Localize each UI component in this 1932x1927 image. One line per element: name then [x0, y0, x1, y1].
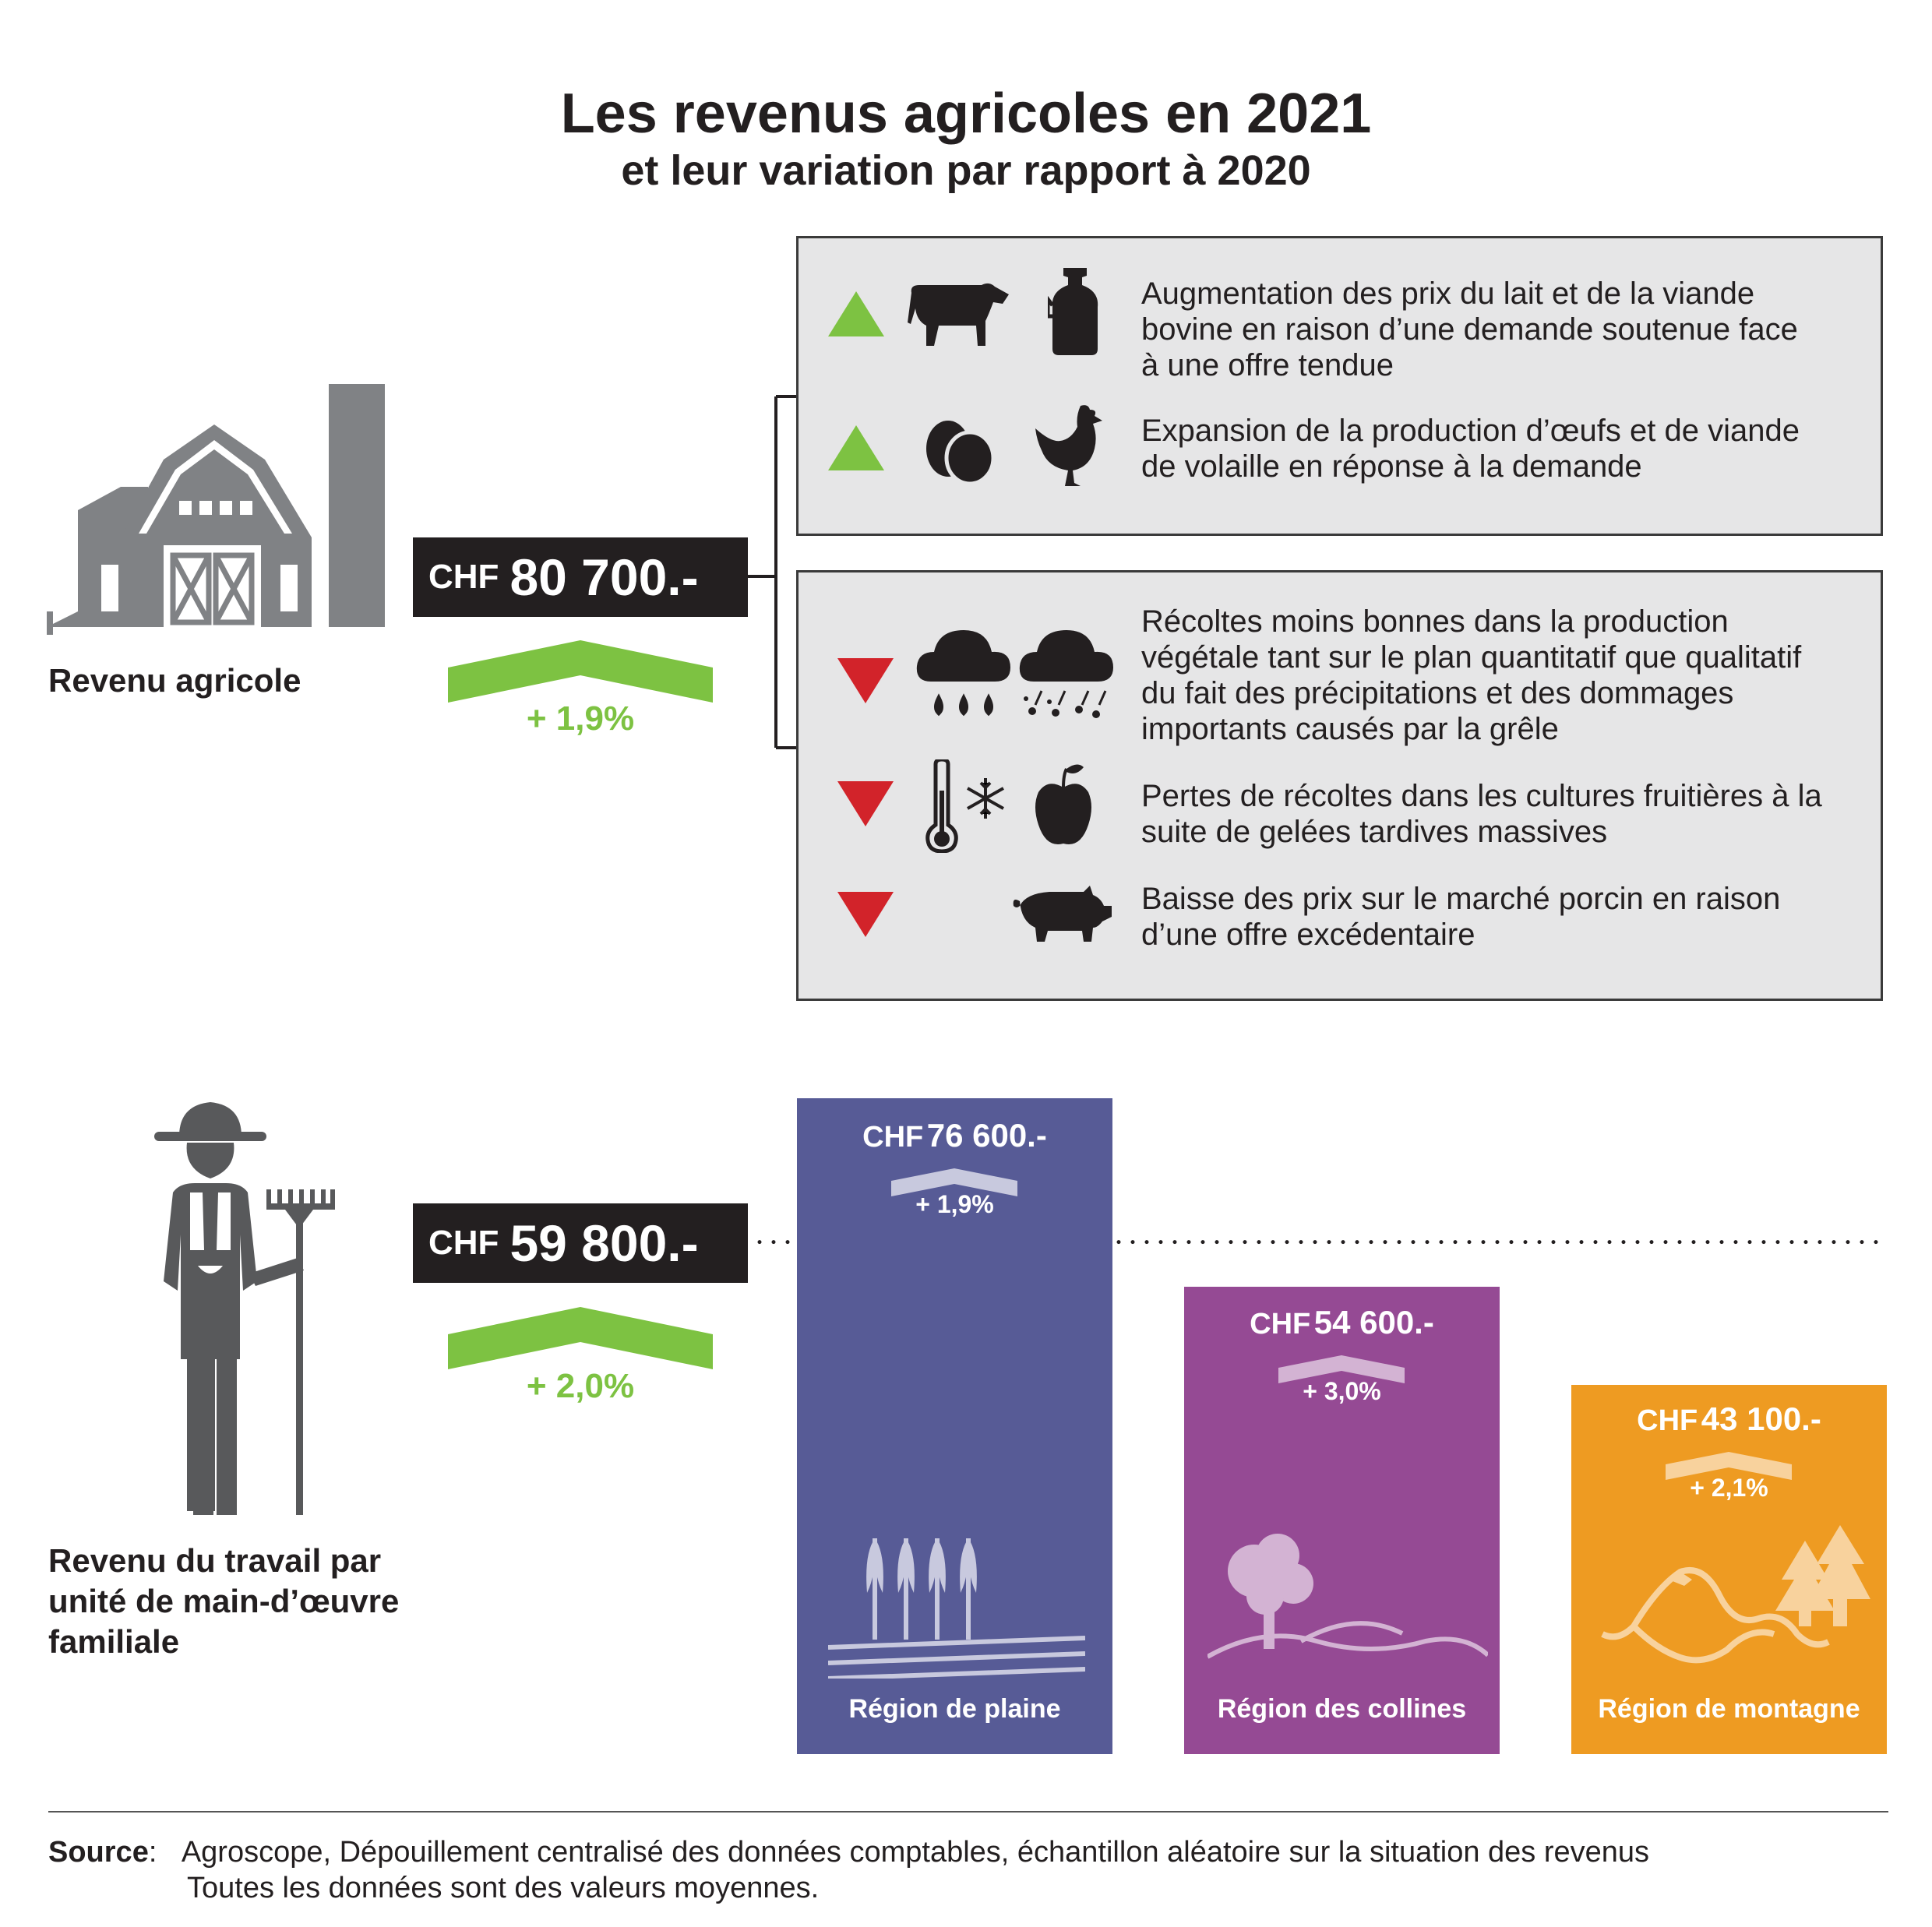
up-triangle-icon: [828, 425, 884, 470]
bar-region-montagne: [1571, 1385, 1887, 1754]
bar-change-label: + 1,9%: [915, 1190, 994, 1218]
source-divider: [48, 1811, 1888, 1813]
bar-value-label: [1184, 1304, 1500, 1341]
factor-text-fruit: [1141, 778, 1822, 850]
page-subtitle: et leur variation par rapport à 2020: [621, 147, 1311, 194]
wheat-field-icon: [828, 1531, 1085, 1679]
labor-income-label-line: familiale: [48, 1623, 180, 1660]
labor-income-label: [48, 1541, 399, 1662]
pig-icon: [1009, 882, 1118, 945]
chicken-icon: [1032, 402, 1110, 488]
factor-text-line: importants causés par la grêle: [1141, 712, 1559, 746]
factor-text-line: Augmentation des prix du lait et de la viande: [1141, 277, 1755, 311]
negative-factors-box: [796, 570, 1883, 1001]
farmer-icon: [132, 1087, 335, 1519]
labor-income-label-line: Revenu du travail par: [48, 1542, 382, 1579]
source-text-line: Toutes les données sont des valeurs moyennes.: [187, 1872, 820, 1904]
thermometer-frost-icon: [923, 759, 1009, 853]
increase-chevron-icon: [448, 1307, 713, 1369]
source-text-line: Agroscope, Dépouillement centralisé des données comptables, échantillon aléatoire sur la situation des revenus: [181, 1836, 1650, 1869]
page-title: Les revenus agricoles en 2021: [560, 83, 1372, 145]
bar-currency: CHF: [1250, 1307, 1311, 1340]
eggs-icon: [923, 419, 997, 485]
source-label: Source: [48, 1836, 149, 1869]
apple-icon: [1032, 759, 1095, 853]
bar-region-plaine: [797, 1098, 1112, 1754]
bar-amount: 76 600.-: [926, 1117, 1047, 1154]
positive-factors-box: [796, 236, 1883, 536]
rain-cloud-icon: [915, 627, 1013, 720]
factor-text-line: à une offre tendue: [1141, 348, 1394, 382]
cow-icon: [908, 277, 1013, 347]
bar-category-label: Région de montagne: [1598, 1693, 1860, 1724]
factor-text-line: bovine en raison d’une demande soutenue face: [1141, 312, 1798, 347]
bar-category-label: Région de plaine: [848, 1694, 1061, 1724]
bar-category-label: Région des collines: [1217, 1693, 1467, 1724]
hail-cloud-icon: [1018, 627, 1116, 720]
labor-income-change: + 2,0%: [526, 1367, 635, 1405]
factor-text-line: du fait des précipitations et des dommages: [1141, 676, 1734, 710]
farm-income-currency: CHF: [428, 558, 499, 596]
factor-text-line: suite de gelées tardives massives: [1141, 815, 1608, 849]
factor-text-harvest: [1141, 604, 1801, 747]
labor-income-currency: CHF: [428, 1224, 499, 1262]
factor-text-line: d’une offre excédentaire: [1141, 918, 1475, 952]
up-triangle-icon: [828, 291, 884, 336]
bar-amount: 54 600.-: [1313, 1303, 1434, 1340]
down-triangle-icon: [837, 892, 894, 937]
factor-text-line: Expansion de la production d’œufs et de viande: [1141, 414, 1800, 448]
hills-tree-icon: [1208, 1524, 1488, 1680]
factor-text-line: végétale tant sur le plan quantitatif que qualitatif: [1141, 640, 1802, 675]
bar-value-label: [797, 1117, 1112, 1154]
mountain-fir-icon: [1595, 1525, 1875, 1673]
reference-line-layer: [0, 0, 1, 1]
bar-change-label: + 3,0%: [1303, 1376, 1381, 1405]
factor-text-line: Baisse des prix sur le marché porcin en raison: [1141, 882, 1781, 916]
bar-currency: CHF: [1637, 1404, 1698, 1438]
bar-amount: 43 100.-: [1701, 1400, 1821, 1438]
labor-income-amount: 59 800.-: [509, 1214, 699, 1272]
source-note: Source : Agroscope, Dépouillement centralisé des données comptables, échantillon aléatoire sur la situation des revenus Toutes les données sont des valeurs moyennes.: [48, 1836, 1650, 1904]
labor-income-value: [413, 1203, 748, 1283]
bar-change-label: + 2,1%: [1690, 1474, 1768, 1502]
farm-income-amount: 80 700.-: [509, 548, 699, 606]
factor-text-pork: [1141, 881, 1780, 953]
factor-text-line: Récoltes moins bonnes dans la production: [1141, 604, 1729, 639]
farm-income-value: [413, 537, 748, 617]
factor-text-line: de volaille en réponse à la demande: [1141, 449, 1642, 484]
increase-chevron-icon: [448, 640, 713, 703]
factor-text-line: Pertes de récoltes dans les cultures fruitières à la: [1141, 779, 1822, 813]
bracket-connector: [748, 393, 802, 752]
farm-income-label: Revenu agricole: [48, 662, 301, 699]
factor-text-milk: [1141, 276, 1798, 383]
bar-region-collines: [1184, 1287, 1500, 1754]
milk-can-icon: [1048, 268, 1102, 355]
down-triangle-icon: [837, 658, 894, 703]
down-triangle-icon: [837, 781, 894, 826]
factor-text-eggs: [1141, 413, 1800, 484]
bar-currency: CHF: [862, 1121, 924, 1154]
bar-value-label: [1571, 1400, 1887, 1438]
barn-icon: [47, 378, 390, 635]
labor-income-label-line: unité de main-d’œuvre: [48, 1583, 400, 1619]
farm-income-change: + 1,9%: [526, 699, 635, 738]
